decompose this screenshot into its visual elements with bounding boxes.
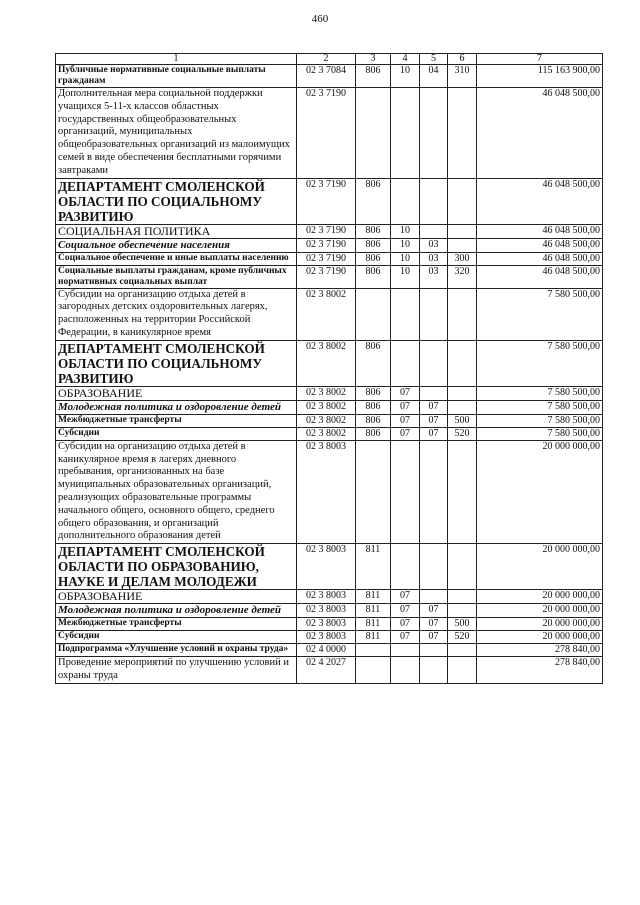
table-row (56, 657, 603, 684)
section-cell (391, 544, 420, 590)
ministry-code-cell: 811 (356, 590, 391, 604)
expense-type-cell: 520 (448, 427, 477, 440)
column-header: 4 (391, 54, 420, 65)
expense-type-cell (448, 657, 477, 684)
ministry-code-cell: 806 (356, 224, 391, 238)
expense-type-cell (448, 178, 477, 224)
amount-cell: 46 048 500,00 (477, 238, 603, 252)
amount-cell: 46 048 500,00 (477, 252, 603, 265)
target-article-cell: 02 3 8003 (297, 544, 356, 590)
ministry-code-cell: 811 (356, 631, 391, 644)
target-article-cell: 02 3 7190 (297, 252, 356, 265)
section-cell: 07 (391, 604, 420, 618)
ministry-code-cell: 806 (356, 252, 391, 265)
ministry-code-cell (356, 440, 391, 543)
table-row (56, 544, 603, 590)
budget-table (55, 53, 603, 684)
expense-type-cell: 310 (448, 65, 477, 88)
table-row (56, 644, 603, 657)
ministry-code-cell: 806 (356, 65, 391, 88)
table-row (56, 618, 603, 631)
amount-cell: 20 000 000,00 (477, 631, 603, 644)
subsection-cell: 07 (420, 631, 448, 644)
subsection-cell: 04 (420, 65, 448, 88)
expense-type-cell (448, 440, 477, 543)
expense-type-cell (448, 88, 477, 179)
amount-cell: 115 163 900,00 (477, 65, 603, 88)
expense-type-cell (448, 386, 477, 400)
table-row (56, 590, 603, 604)
target-article-cell: 02 3 7190 (297, 265, 356, 288)
section-cell: 10 (391, 265, 420, 288)
target-article-cell: 02 3 8003 (297, 590, 356, 604)
expense-type-cell (448, 544, 477, 590)
ministry-code-cell: 806 (356, 238, 391, 252)
expense-type-cell (448, 604, 477, 618)
item-name-cell: СОЦИАЛЬНАЯ ПОЛИТИКА (56, 224, 297, 238)
target-article-cell: 02 3 7190 (297, 224, 356, 238)
ministry-code-cell (356, 644, 391, 657)
subsection-cell: 07 (420, 414, 448, 427)
subsection-cell: 03 (420, 238, 448, 252)
column-header: 7 (477, 54, 603, 65)
section-cell: 10 (391, 65, 420, 88)
expense-type-cell: 300 (448, 252, 477, 265)
table-row (56, 65, 603, 88)
ministry-code-cell: 811 (356, 544, 391, 590)
header-row (56, 54, 603, 65)
table-row (56, 604, 603, 618)
subsection-cell (420, 288, 448, 340)
section-cell: 07 (391, 414, 420, 427)
subsection-cell (420, 386, 448, 400)
section-cell: 07 (391, 590, 420, 604)
column-header: 2 (297, 54, 356, 65)
amount-cell: 7 580 500,00 (477, 340, 603, 386)
table-row (56, 238, 603, 252)
item-name-cell: ДЕПАРТАМЕНТ СМОЛЕНСКОЙ ОБЛАСТИ ПО СОЦИАЛЬНОМУ РАЗВИТИЮ (56, 178, 297, 224)
target-article-cell: 02 3 7084 (297, 65, 356, 88)
amount-cell: 7 580 500,00 (477, 400, 603, 414)
table-row (56, 224, 603, 238)
subsection-cell (420, 644, 448, 657)
section-cell: 10 (391, 224, 420, 238)
target-article-cell: 02 3 8002 (297, 288, 356, 340)
amount-cell: 7 580 500,00 (477, 427, 603, 440)
target-article-cell: 02 3 8002 (297, 427, 356, 440)
target-article-cell: 02 3 8002 (297, 414, 356, 427)
page-number: 460 (311, 13, 329, 25)
section-cell: 07 (391, 618, 420, 631)
expense-type-cell (448, 400, 477, 414)
table-row (56, 440, 603, 543)
amount-cell: 20 000 000,00 (477, 544, 603, 590)
table-row (56, 400, 603, 414)
amount-cell: 7 580 500,00 (477, 386, 603, 400)
section-cell (391, 288, 420, 340)
item-name-cell: Социальное обеспечение населения (56, 238, 297, 252)
subsection-cell (420, 657, 448, 684)
target-article-cell: 02 3 7190 (297, 178, 356, 224)
amount-cell: 20 000 000,00 (477, 590, 603, 604)
section-cell: 10 (391, 238, 420, 252)
expense-type-cell (448, 340, 477, 386)
subsection-cell (420, 440, 448, 543)
item-name-cell: Дополнительная мера социальной поддержки учащихся 5-11-х классов областных государственных общеобразовательных организаций, муниципальных общеобразовательных организаций из малоимущих семей в виде обеспечения бесплатными горячими завтраками (56, 88, 297, 179)
subsection-cell: 07 (420, 400, 448, 414)
subsection-cell: 07 (420, 604, 448, 618)
amount-cell: 20 000 000,00 (477, 618, 603, 631)
table-row (56, 265, 603, 288)
amount-cell: 46 048 500,00 (477, 224, 603, 238)
item-name-cell: Межбюджетные трансферты (56, 618, 297, 631)
ministry-code-cell: 806 (356, 265, 391, 288)
expense-type-cell (448, 590, 477, 604)
expense-type-cell: 500 (448, 414, 477, 427)
subsection-cell (420, 88, 448, 179)
column-header: 1 (56, 54, 297, 65)
section-cell (391, 340, 420, 386)
subsection-cell (420, 178, 448, 224)
column-header: 3 (356, 54, 391, 65)
target-article-cell: 02 4 2027 (297, 657, 356, 684)
expense-type-cell (448, 288, 477, 340)
ministry-code-cell (356, 288, 391, 340)
target-article-cell: 02 4 0000 (297, 644, 356, 657)
subsection-cell (420, 590, 448, 604)
item-name-cell: Субсидии на организацию отдыха детей в загородных детских оздоровительных лагерях, расположенных на территории Российской Федерации, в каникулярное время (56, 288, 297, 340)
expense-type-cell: 520 (448, 631, 477, 644)
subsection-cell (420, 340, 448, 386)
ministry-code-cell: 811 (356, 604, 391, 618)
section-cell (391, 88, 420, 179)
item-name-cell: Социальные выплаты гражданам, кроме публичных нормативных социальных выплат (56, 265, 297, 288)
section-cell (391, 178, 420, 224)
amount-cell: 46 048 500,00 (477, 88, 603, 179)
subsection-cell: 03 (420, 252, 448, 265)
section-cell (391, 440, 420, 543)
table-row (56, 427, 603, 440)
target-article-cell: 02 3 8002 (297, 400, 356, 414)
section-cell: 07 (391, 386, 420, 400)
amount-cell: 278 840,00 (477, 644, 603, 657)
amount-cell: 46 048 500,00 (477, 178, 603, 224)
table-row (56, 340, 603, 386)
item-name-cell: Социальное обеспечение и иные выплаты населению (56, 252, 297, 265)
ministry-code-cell: 806 (356, 340, 391, 386)
section-cell (391, 644, 420, 657)
amount-cell: 7 580 500,00 (477, 414, 603, 427)
expense-type-cell (448, 238, 477, 252)
expense-type-cell (448, 224, 477, 238)
item-name-cell: Молодежная политика и оздоровление детей (56, 604, 297, 618)
item-name-cell: Субсидии (56, 631, 297, 644)
item-name-cell: Межбюджетные трансферты (56, 414, 297, 427)
target-article-cell: 02 3 7190 (297, 238, 356, 252)
amount-cell: 20 000 000,00 (477, 604, 603, 618)
table-row (56, 288, 603, 340)
ministry-code-cell: 806 (356, 400, 391, 414)
column-header: 6 (448, 54, 477, 65)
table-row (56, 252, 603, 265)
section-cell: 07 (391, 400, 420, 414)
amount-cell: 278 840,00 (477, 657, 603, 684)
target-article-cell: 02 3 8003 (297, 440, 356, 543)
target-article-cell: 02 3 8002 (297, 386, 356, 400)
amount-cell: 46 048 500,00 (477, 265, 603, 288)
subsection-cell (420, 544, 448, 590)
amount-cell: 20 000 000,00 (477, 440, 603, 543)
table-row (56, 631, 603, 644)
expense-type-cell: 500 (448, 618, 477, 631)
item-name-cell: Публичные нормативные социальные выплаты гражданам (56, 65, 297, 88)
expense-type-cell: 320 (448, 265, 477, 288)
item-name-cell: Молодежная политика и оздоровление детей (56, 400, 297, 414)
target-article-cell: 02 3 8003 (297, 631, 356, 644)
subsection-cell: 07 (420, 618, 448, 631)
ministry-code-cell (356, 88, 391, 179)
amount-cell: 7 580 500,00 (477, 288, 603, 340)
ministry-code-cell: 806 (356, 178, 391, 224)
target-article-cell: 02 3 7190 (297, 88, 356, 179)
ministry-code-cell: 811 (356, 618, 391, 631)
item-name-cell: Субсидии (56, 427, 297, 440)
subsection-cell (420, 224, 448, 238)
target-article-cell: 02 3 8002 (297, 340, 356, 386)
section-cell: 07 (391, 631, 420, 644)
section-cell (391, 657, 420, 684)
ministry-code-cell (356, 657, 391, 684)
item-name-cell: ОБРАЗОВАНИЕ (56, 386, 297, 400)
item-name-cell: ДЕПАРТАМЕНТ СМОЛЕНСКОЙ ОБЛАСТИ ПО ОБРАЗОВАНИЮ, НАУКЕ И ДЕЛАМ МОЛОДЕЖИ (56, 544, 297, 590)
table-row (56, 386, 603, 400)
table-row (56, 178, 603, 224)
item-name-cell: ОБРАЗОВАНИЕ (56, 590, 297, 604)
ministry-code-cell: 806 (356, 386, 391, 400)
ministry-code-cell: 806 (356, 414, 391, 427)
target-article-cell: 02 3 8003 (297, 618, 356, 631)
expense-type-cell (448, 644, 477, 657)
subsection-cell: 07 (420, 427, 448, 440)
section-cell: 07 (391, 427, 420, 440)
item-name-cell: Проведение мероприятий по улучшению условий и охраны труда (56, 657, 297, 684)
subsection-cell: 03 (420, 265, 448, 288)
item-name-cell: Субсидии на организацию отдыха детей в каникулярное время в лагерях дневного пребывания, организованных на базе муниципальных образовательных организаций, реализующих образовательные программы начального общего, основного общего, среднего общего образования, и организаций дополнительного образования детей (56, 440, 297, 543)
item-name-cell: ДЕПАРТАМЕНТ СМОЛЕНСКОЙ ОБЛАСТИ ПО СОЦИАЛЬНОМУ РАЗВИТИЮ (56, 340, 297, 386)
section-cell: 10 (391, 252, 420, 265)
table-row (56, 88, 603, 179)
ministry-code-cell: 806 (356, 427, 391, 440)
target-article-cell: 02 3 8003 (297, 604, 356, 618)
column-header: 5 (420, 54, 448, 65)
table-row (56, 414, 603, 427)
item-name-cell: Подпрограмма «Улучшение условий и охраны труда» (56, 644, 297, 657)
